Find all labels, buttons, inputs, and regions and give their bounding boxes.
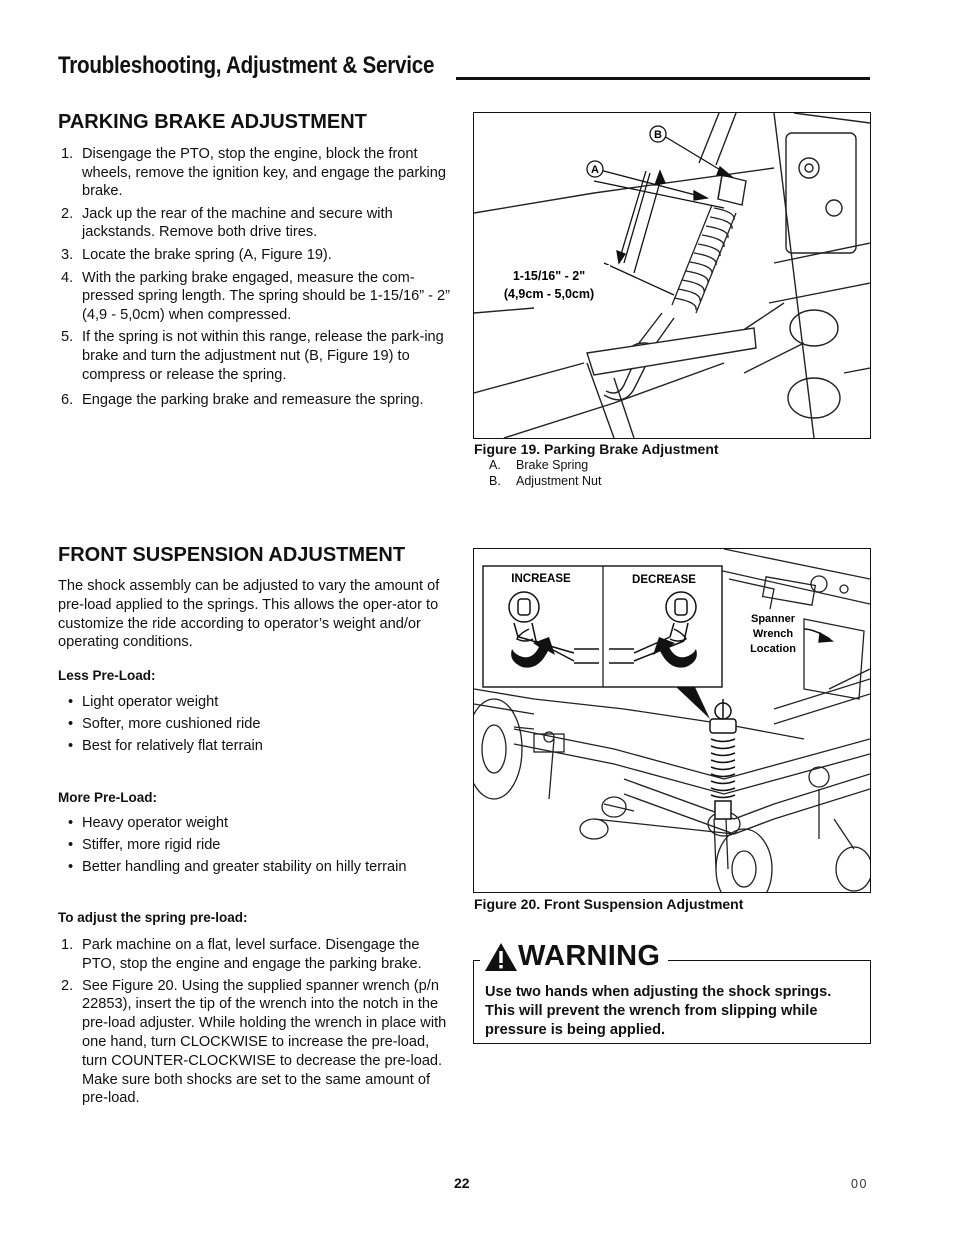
list-item: • Best for relatively flat terrain xyxy=(58,736,263,758)
warning-title: WARNING xyxy=(518,940,661,972)
suspension-intro: The shock assembly can be adjusted to vary the amount of pre-load applied to the springs. This allows the oper-ator to customize the ride according to operator’s weight and/or operating conditions. xyxy=(58,578,440,651)
spanner-label-line1: Spanner xyxy=(750,613,796,625)
list-item: • Softer, more cushioned ride xyxy=(58,714,263,736)
list-item: • Stiffer, more rigid ride xyxy=(58,835,407,857)
page-number: 22 xyxy=(454,1175,470,1191)
spanner-label-line2: Wrench xyxy=(752,628,794,640)
list-item: • Heavy operator weight xyxy=(58,813,407,835)
list-item: 1. Disengage the PTO, stop the engine, block the front wheels, remove the ignition key, and engage the parking brake. xyxy=(61,146,446,200)
increase-label: INCREASE xyxy=(511,573,571,585)
dimension-label-inches: 1-15/16" - 2" xyxy=(512,269,586,283)
figure-20-caption: Figure 20. Front Suspension Adjustment xyxy=(474,896,744,912)
less-preload-list xyxy=(58,692,263,757)
list-item: 4. With the parking brake engaged, measure the com-pressed spring length. The spring should be 1-15/16” - 2” (4,9 - 5,0cm) when compressed. xyxy=(61,269,451,323)
legend-item: B. Adjustment Nut xyxy=(489,473,602,488)
list-item: 2. Jack up the rear of the machine and secure with jackstands. Remove both drive tires. xyxy=(61,205,393,241)
legend-item: A. Brake Spring xyxy=(489,458,589,472)
adjust-preload-heading: To adjust the spring pre-load: xyxy=(58,910,248,925)
figure-20-illustration xyxy=(473,548,871,893)
dimension-label-cm: (4,9cm - 5,0cm) xyxy=(503,287,595,301)
warning-text: Use two hands when adjusting the shock springs. This will prevent the wrench from slipping while pressure is being applied. xyxy=(485,984,832,1038)
list-item: 3. Locate the brake spring (A, Figure 19). xyxy=(61,246,332,263)
figure-19-caption: Figure 19. Parking Brake Adjustment xyxy=(474,441,719,457)
callout-a: A xyxy=(591,164,599,176)
more-preload-heading: More Pre-Load: xyxy=(58,790,158,805)
callout-b: B xyxy=(654,129,662,141)
list-item: 1. Park machine on a flat, level surface. Disengage the PTO, stop the engine and engage the parking brake. xyxy=(61,937,422,972)
front-suspension-drawing xyxy=(474,549,870,892)
title-rule xyxy=(456,77,870,80)
parking-brake-heading: PARKING BRAKE ADJUSTMENT xyxy=(58,111,367,133)
list-item: 6. Engage the parking brake and remeasure the spring. xyxy=(61,392,424,409)
figure-19-illustration xyxy=(473,112,871,439)
decrease-label: DECREASE xyxy=(632,574,696,586)
figure-19-legend xyxy=(474,458,601,489)
parking-brake-steps xyxy=(58,145,454,410)
warning-triangle-icon xyxy=(484,942,518,972)
spanner-label-line3: Location xyxy=(750,643,796,655)
page-title: Troubleshooting, Adjustment & Service xyxy=(58,52,435,79)
more-preload-list xyxy=(58,813,407,878)
list-item: • Light operator weight xyxy=(58,692,263,714)
preload-steps xyxy=(58,936,454,1108)
less-preload-heading: Less Pre-Load: xyxy=(58,668,156,683)
list-item: • Better handling and greater stability on hilly terrain xyxy=(58,857,407,879)
page-code: 00 xyxy=(851,1177,868,1191)
list-item: 2. See Figure 20. Using the supplied spanner wrench (p/n 22853), insert the tip of the wrench into the notch in the pre-load adjuster. While holding the wrench in place with one hand, turn CLOCKWISE to increase the pre-load, turn COUNTER-CLOCKWISE to decrease the pre-load. Make sure both shocks are set to the same amount of pre-load. xyxy=(61,977,447,1107)
warning-header xyxy=(480,940,668,973)
list-item: 5. If the spring is not within this range, release the park-ing brake and turn the adjustment nut (B, Figure 19) to compress or release the spring. xyxy=(61,329,444,383)
front-suspension-heading: FRONT SUSPENSION ADJUSTMENT xyxy=(58,544,406,566)
brake-spring-drawing xyxy=(474,113,870,438)
